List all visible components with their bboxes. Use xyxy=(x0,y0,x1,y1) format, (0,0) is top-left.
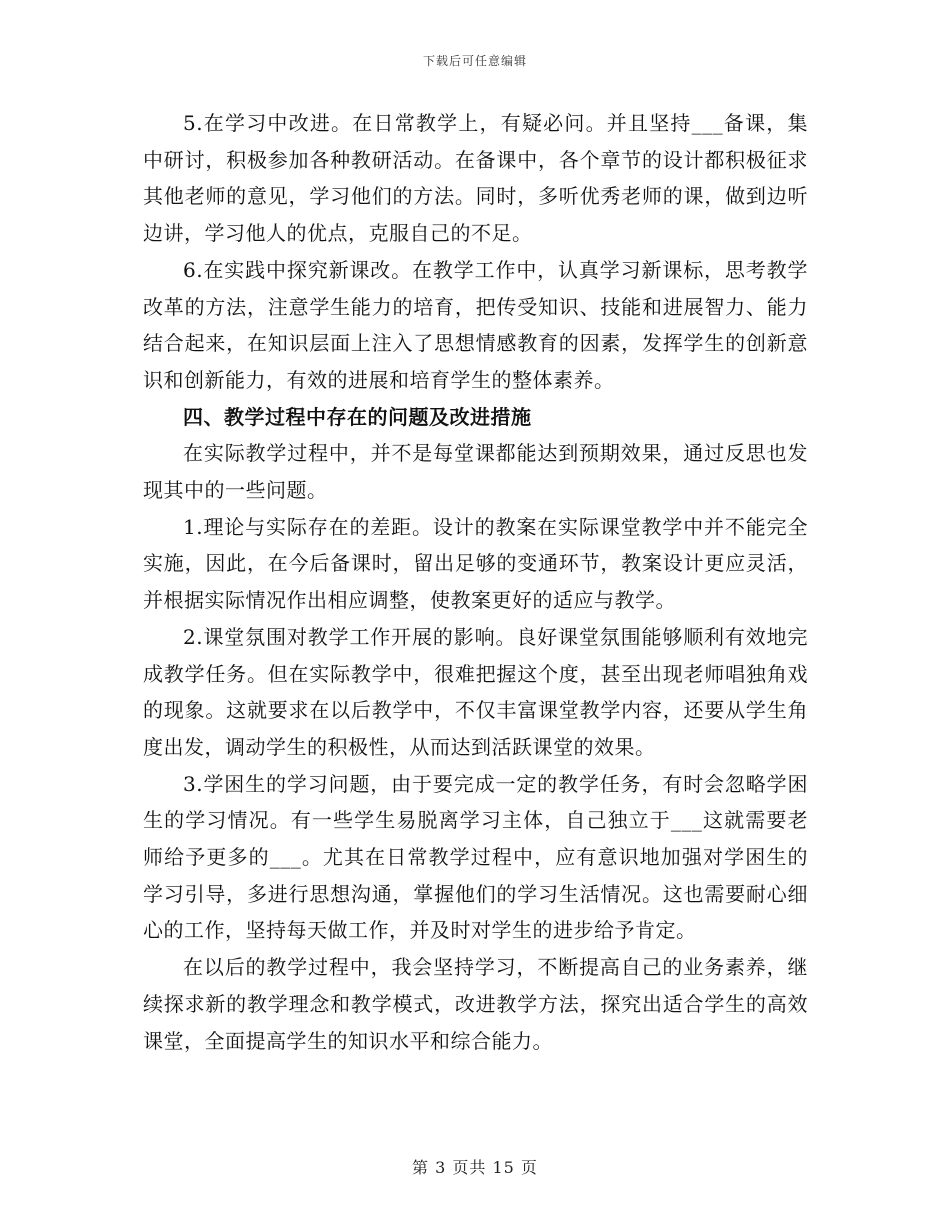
paragraph-conclusion: 在以后的教学过程中，我会坚持学习，不断提高自己的业务素养，继续探求新的教学理念和教学模式，改进教学方法，探究出适合学生的高效课堂，全面提高学生的知识水平和综合能力。 xyxy=(143,955,808,1053)
paragraph-classroom-atmosphere: 2.课堂氛围对教学工作开展的影响。良好课堂氛围能够顺利有效地完成教学任务。但在实际教学中，很难把握这个度，甚至出现老师唱独角戏的现象。这就要求在以后教学中，不仅丰富课堂教学内容，还要从学生角度出发，调动学生的积极性，从而达到活跃课堂的效果。 xyxy=(143,624,808,759)
paragraph-theory-practice-gap: 1.理论与实际存在的差距。设计的教案在实际课堂教学中并不能完全实施，因此，在今后备课时，留出足够的变通环节，教案设计更应灵活，并根据实际情况作出相应调整，使教案更好的适应与教学。 xyxy=(143,514,808,613)
paragraph-intro-problems: 在实际教学过程中，并不是每堂课都能达到预期效果，通过反思也发现其中的一些问题。 xyxy=(143,441,808,503)
document-body xyxy=(143,105,808,1059)
page-header: 下载后可任意编辑 xyxy=(422,54,527,68)
paragraph-explore-curriculum-reform: 6.在实践中探究新课改。在教学工作中，认真学习新课标，思考教学改革的方法，注意学生能力的培育，把传受知识、技能和进展智力、能力结合起来，在知识层面上注入了思想情感教育的因素，发挥学生的创新意识和创新能力，有效的进展和培育学生的整体素养。 xyxy=(143,257,808,392)
section-heading-problems: 四、教学过程中存在的问题及改进措施 xyxy=(183,404,532,429)
page-footer: 第 3 页共 15 页 xyxy=(412,1158,538,1177)
paragraph-struggling-students: 3.学困生的学习问题，由于要完成一定的教学任务，有时会忽略学困生的学习情况。有一些学生易脱离学习主体，自己独立于___这就需要老师给予更多的___。尤其在日常教学过程中，应有意识地加强对学困生的学习引导，多进行思想沟通，掌握他们的学习生活情况。这也需要耐心细心的工作，坚持每天做工作，并及时对学生的进步给予肯定。 xyxy=(143,771,808,943)
paragraph-improve-in-learning: 5.在学习中改进。在日常教学上，有疑必问。并且坚持___备课，集中研讨，积极参加各种教研活动。在备课中，各个章节的设计都积极征求其他老师的意见，学习他们的方法。同时，多听优秀老师的课，做到边听边讲，学习他人的优点，克服自己的不足。 xyxy=(143,111,808,246)
